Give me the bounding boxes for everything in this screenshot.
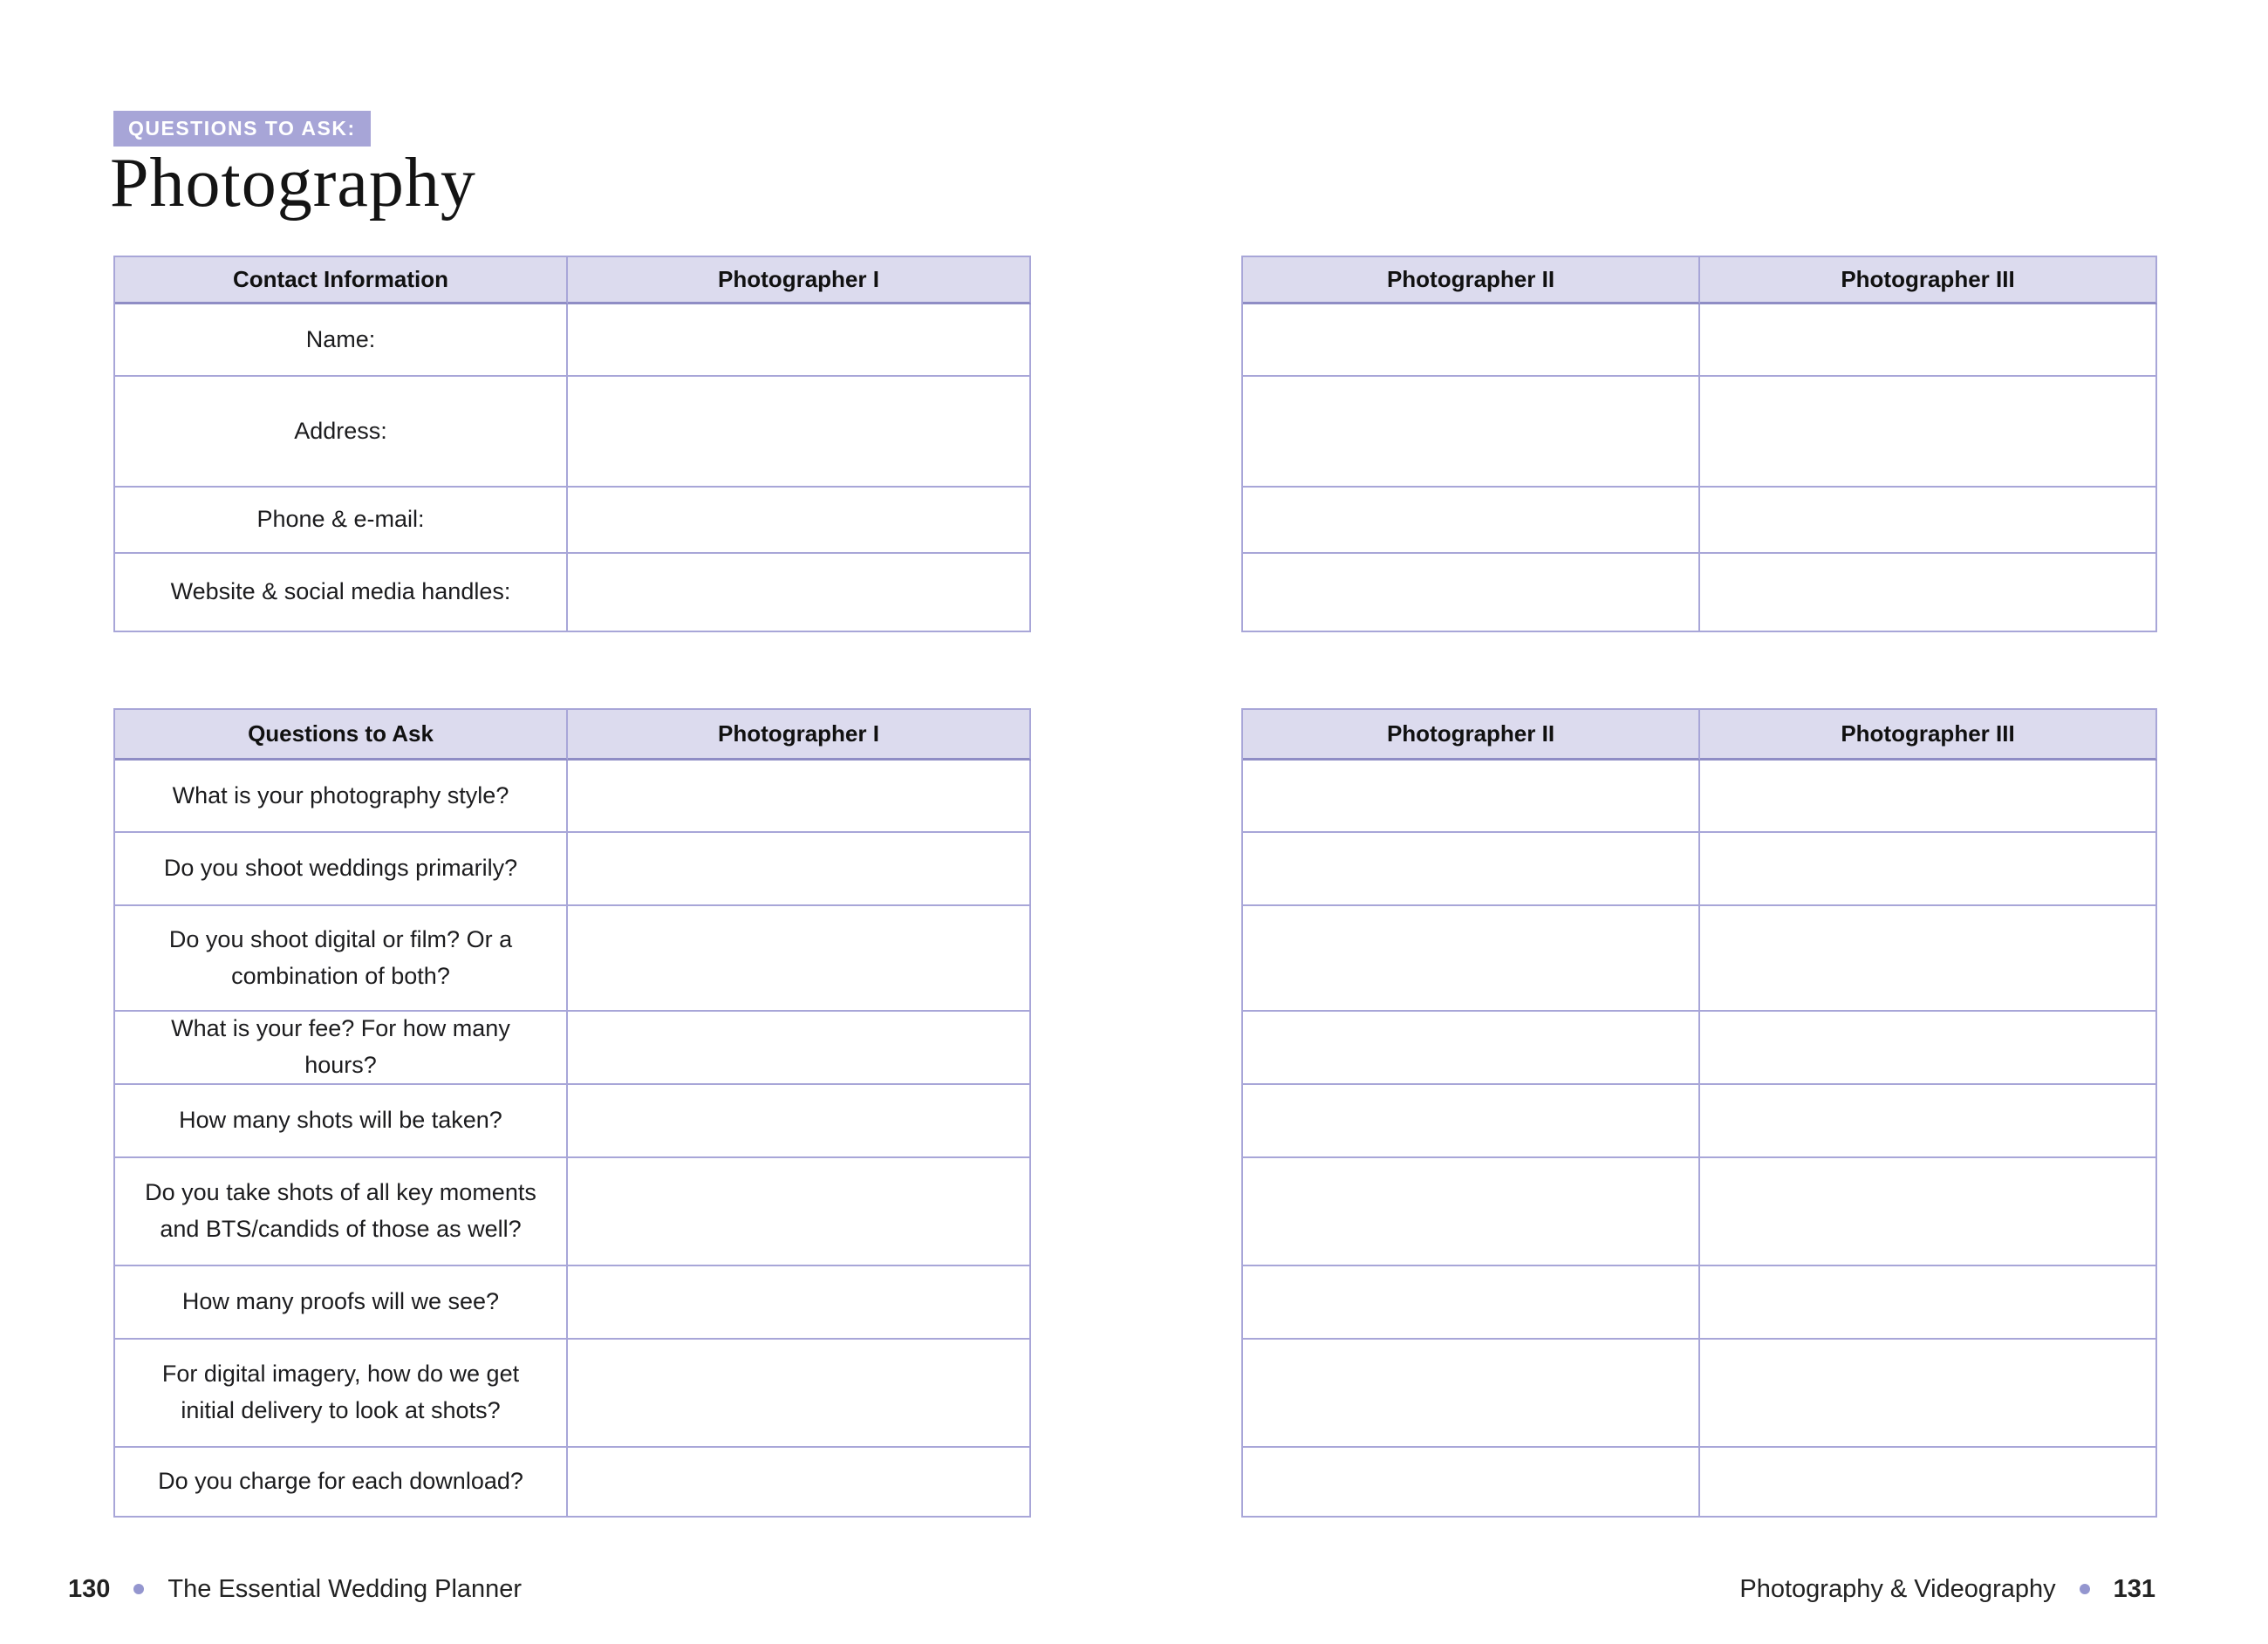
entry-cell-q1-photographer-1 xyxy=(568,761,1031,833)
questions-header-questions-to-ask: Questions to Ask xyxy=(115,710,568,761)
page-number-right: 131 xyxy=(2113,1574,2155,1603)
entry-cell-phone-email-photographer-2 xyxy=(1243,488,1700,554)
entry-cell-q2-photographer-1 xyxy=(568,833,1031,906)
question-row-label-fee-hours: What is your fee? For how many hours? xyxy=(115,1012,568,1085)
entry-cell-q6-photographer-1 xyxy=(568,1158,1031,1266)
footer-chapter-title: Photography & Videography xyxy=(1739,1574,2056,1603)
entry-cell-website-social-photographer-1 xyxy=(568,554,1031,632)
entry-cell-q9-photographer-1 xyxy=(568,1448,1031,1518)
question-row-label-proofs: How many proofs will we see? xyxy=(115,1266,568,1340)
entry-cell-q4-photographer-3 xyxy=(1700,1012,2157,1085)
contact-header-photographer-2: Photographer II xyxy=(1243,257,1700,304)
entry-cell-q6-photographer-2 xyxy=(1243,1158,1700,1266)
question-row-label-weddings-primarily: Do you shoot weddings primarily? xyxy=(115,833,568,906)
questions-table-right xyxy=(1241,708,2157,1518)
contact-row-label-website-social: Website & social media handles: xyxy=(115,554,568,632)
questions-header-photographer-3: Photographer III xyxy=(1700,710,2157,761)
footer-right xyxy=(1739,1575,2155,1604)
entry-cell-q9-photographer-2 xyxy=(1243,1448,1700,1518)
entry-cell-q4-photographer-2 xyxy=(1243,1012,1700,1085)
entry-cell-q5-photographer-2 xyxy=(1243,1085,1700,1158)
entry-cell-q7-photographer-1 xyxy=(568,1266,1031,1340)
entry-cell-q9-photographer-3 xyxy=(1700,1448,2157,1518)
entry-cell-q8-photographer-2 xyxy=(1243,1340,1700,1448)
footer-dot-icon xyxy=(133,1584,144,1594)
question-row-label-initial-delivery: For digital imagery, how do we get initial delivery to look at shots? xyxy=(115,1340,568,1448)
footer xyxy=(68,1572,2155,1606)
footer-left xyxy=(68,1575,522,1604)
entry-cell-name-photographer-2 xyxy=(1243,304,1700,377)
question-row-label-digital-or-film: Do you shoot digital or film? Or a combination of both? xyxy=(115,906,568,1012)
entry-cell-q8-photographer-1 xyxy=(568,1340,1031,1448)
entry-cell-q1-photographer-2 xyxy=(1243,761,1700,833)
entry-cell-website-social-photographer-2 xyxy=(1243,554,1700,632)
entry-cell-q8-photographer-3 xyxy=(1700,1340,2157,1448)
contact-row-label-address: Address: xyxy=(115,377,568,488)
contact-header-photographer-1: Photographer I xyxy=(568,257,1031,304)
entry-cell-q2-photographer-3 xyxy=(1700,833,2157,906)
entry-cell-q5-photographer-3 xyxy=(1700,1085,2157,1158)
entry-cell-q1-photographer-3 xyxy=(1700,761,2157,833)
entry-cell-q5-photographer-1 xyxy=(568,1085,1031,1158)
contact-table-right xyxy=(1241,256,2157,632)
entry-cell-name-photographer-1 xyxy=(568,304,1031,377)
contact-row-label-phone-email: Phone & e-mail: xyxy=(115,488,568,554)
entry-cell-address-photographer-3 xyxy=(1700,377,2157,488)
entry-cell-address-photographer-1 xyxy=(568,377,1031,488)
questions-header-photographer-2: Photographer II xyxy=(1243,710,1700,761)
contact-row-label-name: Name: xyxy=(115,304,568,377)
question-row-label-style: What is your photography style? xyxy=(115,761,568,833)
entry-cell-q3-photographer-2 xyxy=(1243,906,1700,1012)
contact-table-left xyxy=(113,256,1031,632)
entry-cell-q6-photographer-3 xyxy=(1700,1158,2157,1266)
question-row-label-charge-download: Do you charge for each download? xyxy=(115,1448,568,1518)
entry-cell-q7-photographer-2 xyxy=(1243,1266,1700,1340)
footer-dot-icon xyxy=(2080,1584,2090,1594)
entry-cell-q3-photographer-3 xyxy=(1700,906,2157,1012)
entry-cell-website-social-photographer-3 xyxy=(1700,554,2157,632)
entry-cell-phone-email-photographer-3 xyxy=(1700,488,2157,554)
entry-cell-address-photographer-2 xyxy=(1243,377,1700,488)
entry-cell-q7-photographer-3 xyxy=(1700,1266,2157,1340)
contact-header-photographer-3: Photographer III xyxy=(1700,257,2157,304)
entry-cell-phone-email-photographer-1 xyxy=(568,488,1031,554)
contact-header-contact-information: Contact Information xyxy=(115,257,568,304)
page-title: Photography xyxy=(110,145,476,222)
entry-cell-name-photographer-3 xyxy=(1700,304,2157,377)
questions-header-photographer-1: Photographer I xyxy=(568,710,1031,761)
page-number-left: 130 xyxy=(68,1574,111,1603)
questions-table-left xyxy=(113,708,1031,1518)
footer-book-title: The Essential Wedding Planner xyxy=(167,1574,523,1603)
question-row-label-key-moments: Do you take shots of all key moments and BTS/candids of those as well? xyxy=(115,1158,568,1266)
entry-cell-q3-photographer-1 xyxy=(568,906,1031,1012)
entry-cell-q4-photographer-1 xyxy=(568,1012,1031,1085)
entry-cell-q2-photographer-2 xyxy=(1243,833,1700,906)
question-row-label-shots-taken: How many shots will be taken? xyxy=(115,1085,568,1158)
section-badge: QUESTIONS TO ASK: xyxy=(113,111,371,147)
